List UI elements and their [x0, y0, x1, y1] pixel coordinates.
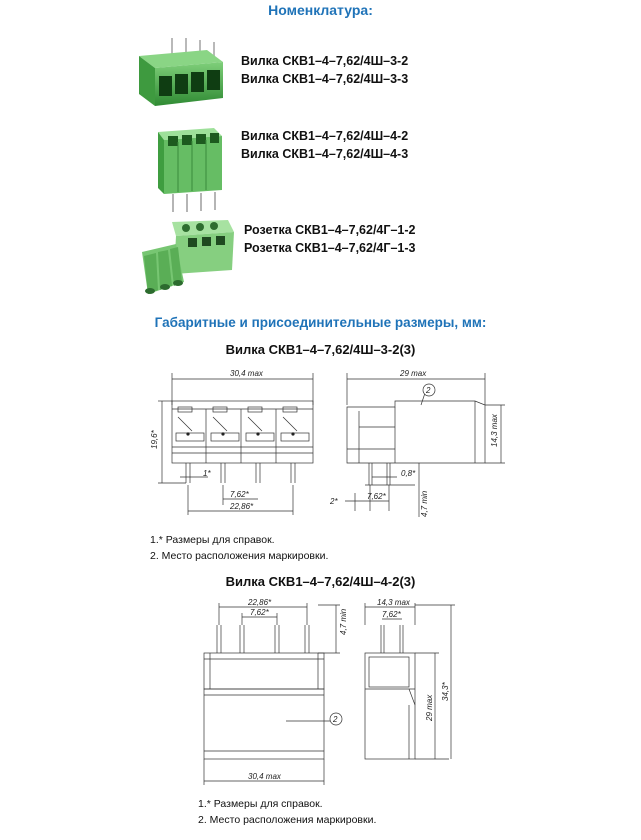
dim-pin-length: 4,7 min [339, 608, 348, 635]
dim-pitch: 7,62* [250, 608, 269, 617]
dim-pin-length: 4,7 min [420, 490, 429, 517]
marker-callout: 2 [333, 715, 338, 724]
notes-1 [150, 532, 328, 564]
drawing2-side-view [355, 595, 465, 790]
product-line: Вилка СКВ1–4–7,62/4Ш–4-2 [241, 129, 409, 143]
dim-height: 19,6* [150, 430, 159, 449]
drawing1-side-view [325, 365, 510, 525]
product-label-1 [241, 52, 408, 88]
product-line: Вилка СКВ1–4–7,62/4Ш–4-3 [241, 147, 409, 161]
nomenclature-heading: Номенклатура: [268, 2, 373, 18]
dim-pitch: 7,62* [367, 492, 386, 501]
plug-vertical-photo [150, 124, 228, 214]
dim-pin-thickness: 0,8* [401, 469, 416, 478]
product-label-2 [241, 127, 408, 163]
drawing2-front-view [190, 595, 355, 790]
dim-span: 22,86* [248, 598, 272, 607]
note-line: 1.* Размеры для справок. [150, 534, 275, 546]
dim-edge: 2* [330, 497, 338, 506]
drawing1-title: Вилка СКВ1–4–7,62/4Ш–3-2(3) [225, 342, 416, 357]
notes-2 [198, 796, 376, 828]
marker-callout: 2 [426, 386, 431, 395]
dim-width: 30,4 max [248, 772, 281, 781]
product-line: Розетка СКВ1–4–7,62/4Г–1-2 [244, 223, 416, 237]
product-line: Вилка СКВ1–4–7,62/4Ш–3-3 [241, 72, 409, 86]
dim-pitch: 7,62* [382, 610, 401, 619]
note-line: 1.* Размеры для справок. [198, 798, 323, 810]
dim-height: 14,3 max [490, 414, 499, 447]
dim-height-body: 29 max [425, 694, 434, 721]
dim-width: 30,4 max [230, 369, 263, 378]
dim-pin-offset: 1* [203, 469, 211, 478]
drawing1-front-view [148, 365, 328, 525]
dim-width: 14,3 max [377, 598, 410, 607]
dim-height-total: 34,3* [441, 682, 450, 701]
product-label-3 [244, 221, 415, 257]
dim-width: 29 max [400, 369, 427, 378]
plug-horizontal-photo [135, 36, 227, 114]
product-line: Вилка СКВ1–4–7,62/4Ш–3-2 [241, 54, 409, 68]
socket-photo [136, 216, 236, 302]
drawing2-title: Вилка СКВ1–4–7,62/4Ш–4-2(3) [225, 574, 416, 589]
dimensions-heading: Габаритные и присоединительные размеры, мм: [154, 315, 487, 330]
note-line: 2. Место расположения маркировки. [150, 550, 329, 562]
dim-span: 22,86* [230, 502, 254, 511]
note-line: 2. Место расположения маркировки. [198, 814, 377, 826]
dim-pitch: 7,62* [230, 490, 249, 499]
product-line: Розетка СКВ1–4–7,62/4Г–1-3 [244, 241, 416, 255]
